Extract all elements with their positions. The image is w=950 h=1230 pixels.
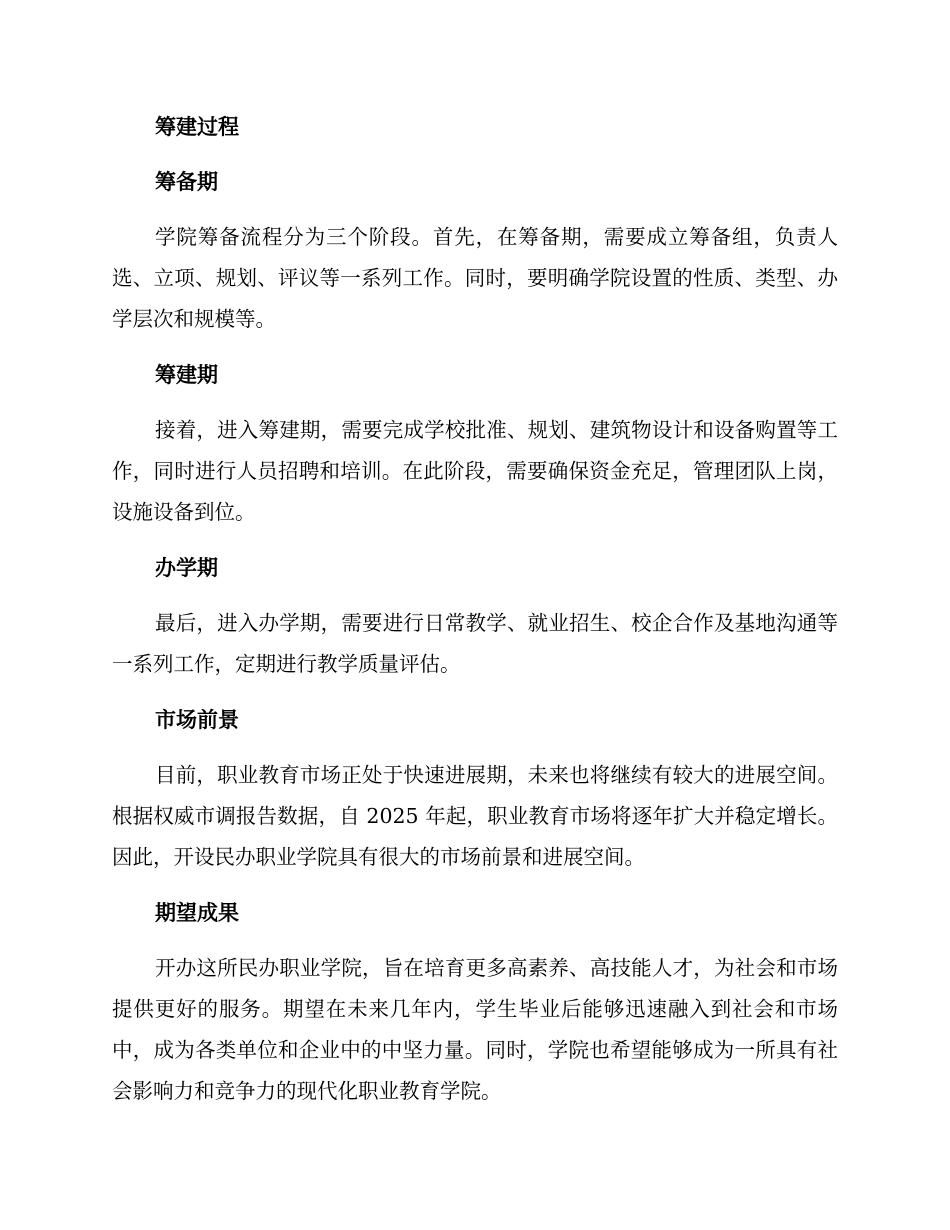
section-heading-expected-results: 期望成果 xyxy=(155,901,239,925)
paragraph-market-outlook: 目前，职业教育市场正处于快速进展期，未来也将继续有较大的进展空间。根据权威市调报告数据，自 2025 年起，职业教育市场将逐年扩大并稳定增长。因此，开设民办职业学院具有很大的市场前景和进展空间。 xyxy=(112,763,838,869)
subheading-preparation-period: 筹备期 xyxy=(155,170,218,194)
section-heading-construction-process: 筹建过程 xyxy=(155,115,239,139)
subheading-construction-period: 筹建期 xyxy=(155,363,218,387)
subheading-operation-period: 办学期 xyxy=(155,556,218,580)
paragraph-operation: 最后，进入办学期，需要进行日常教学、就业招生、校企合作及基地沟通等一系列工作，定期进行教学质量评估。 xyxy=(112,611,838,676)
section-heading-market-outlook: 市场前景 xyxy=(155,708,239,732)
paragraph-construction: 接着，进入筹建期，需要完成学校批准、规划、建筑物设计和设备购置等工作，同时进行人员招聘和培训。在此阶段，需要确保资金充足，管理团队上岗，设施设备到位。 xyxy=(112,418,838,524)
paragraph-expected-results: 开办这所民办职业学院，旨在培育更多高素养、高技能人才，为社会和市场提供更好的服务。期望在未来几年内，学生毕业后能够迅速融入到社会和市场中，成为各类单位和企业中的中坚力量。同时，学院也希望能够成为一所具有社会影响力和竞争力的现代化职业教育学院。 xyxy=(112,956,838,1103)
document-page xyxy=(112,107,838,1127)
paragraph-preparation: 学院筹备流程分为三个阶段。首先，在筹备期，需要成立筹备组，负责人选、立项、规划、评议等一系列工作。同时，要明确学院设置的性质、类型、办学层次和规模等。 xyxy=(112,225,838,331)
